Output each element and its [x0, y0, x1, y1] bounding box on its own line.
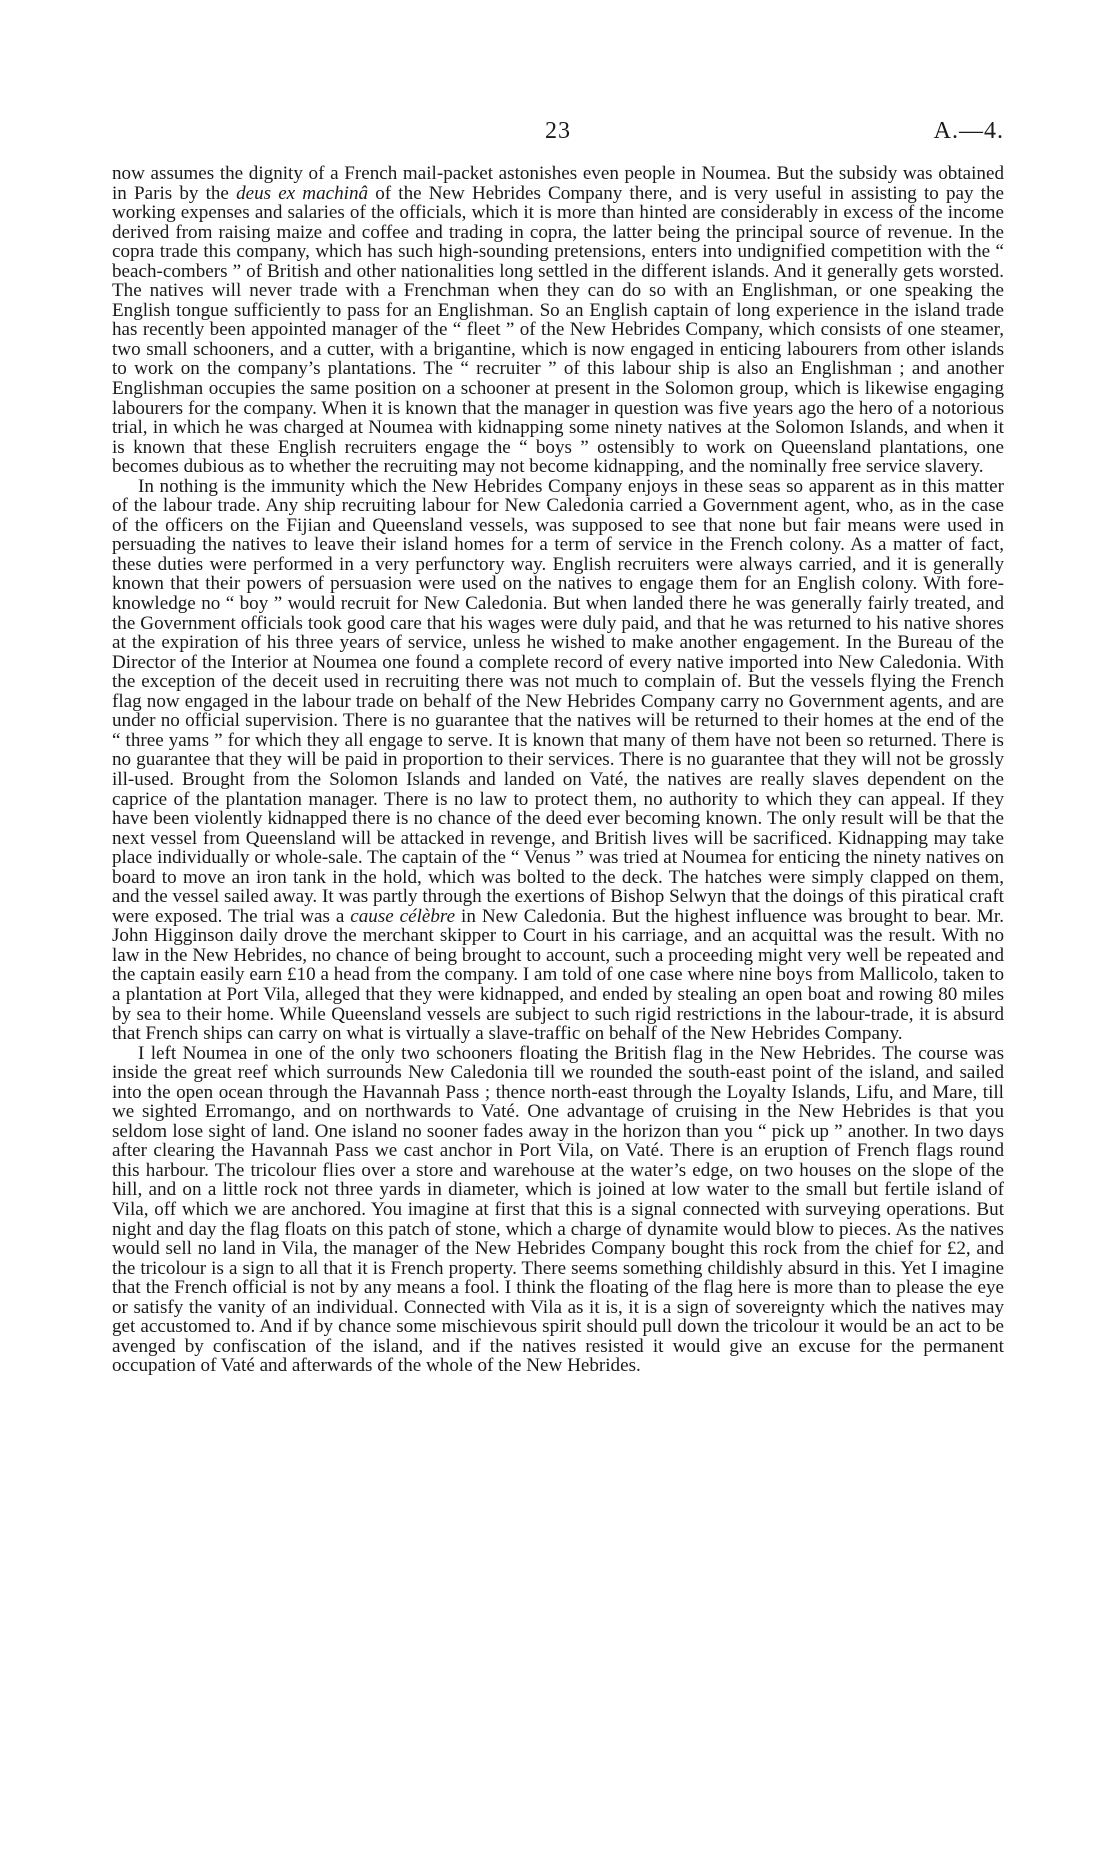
italic-phrase: cause célèbre [350, 905, 456, 927]
document-page [112, 118, 1004, 1376]
page-header [112, 118, 1004, 158]
italic-phrase: deus ex machinâ [236, 182, 369, 204]
text-segment: in New Caledonia. But the highest influence was brought to bear. Mr. John Higginson daily drove the merchant skipper to Court in his carriage, and an acquittal was the result. With no law in the New Hebrides, no chance of being brought to account, such a proceeding might very well be repeated and the captain easily earn £10 a head from the company. I am told of one case where nine boys from Mallicolo, taken to a plantation at Port Vila, alleged that they were kidnapped, and ended by stealing an open boat and rowing 80 miles by sea to their home. While Queensland vessels are subject to such rigid restrictions in the labour-trade, it is absurd that French ships can carry on what is virtually a slave-traffic on behalf of the New Hebrides Company. [112, 905, 1004, 1045]
paragraph-3 [112, 1044, 1004, 1376]
text-segment: now assumes the dignity of a French mail-packet astonishes even people in Noumea. But the subsidy was obtained in Paris by the [112, 163, 1004, 204]
body-text [112, 164, 1004, 1376]
page-number: 23 [545, 118, 571, 144]
text-segment: I left Noumea in one of the only two schooners floating the British flag in the New Hebrides. The course was inside the great reef which surrounds New Caledonia till we rounded the south-east point of the island, and sailed into the open ocean through the Havannah Pass ; thence north-east through the Loyalty Islands, Lifu, and Mare, till we sighted Erromango, and on northwards to Vaté. One advantage of cruising in the New Hebrides is that you seldom lose sight of land. One island no sooner fades away in the horizon than you “ pick up ” another. In two days after clearing the Havannah Pass we cast anchor in Port Vila, on Vaté. There is an eruption of French flags round this harbour. The tricolour flies over a store and warehouse at the water’s edge, on two houses on the slope of the hill, and on a little rock not three yards in diameter, which is joined at low water to the small but fertile island of Vila, off which we are anchored. You imagine at first that this is a signal connected with surveying operations. But night and day the flag floats on this patch of stone, which a charge of dynamite would blow to pieces. As the natives would sell no land in Vila, the manager of the New Hebrides Company bought this rock from the chief for £2, and the tricolour is a sign to all that it is French property. There seems something childishly absurd in this. Yet I imagine that the French official is not by any means a fool. I think the floating of the flag here is more than to please the eye or satisfy the vanity of an individual. Connected with Vila as it is, it is a sign of sovereignty which the natives may get accustomed to. And if by chance some mischievous spirit should pull down the tricolour it would be an act to be avenged by confiscation of the island, and if the natives resisted it would give an excuse for the permanent occupation of Vaté and afterwards of the whole of the New Hebrides. [112, 1042, 1004, 1377]
text-segment: of the New Hebrides Company there, and is very useful in assisting to pay the working expenses and salaries of the officials, which it is more than hinted are considerably in excess of the income derived from raising maize and coffee and trading in copra, the latter being the principal source of revenue. In the copra trade this company, which has such high-sounding pretensions, enters into undignified competition with the “ beach-combers ” of British and other nationalities long settled in the different islands. And it generally gets worsted. The natives will never trade with a Frenchman when they can do so with an Englishman, or one speaking the English tongue sufficiently to pass for an Englishman. So an English captain of long experience in the island trade has recently been appointed manager of the “ fleet ” of the New Hebrides Company, which consists of one steamer, two small schooners, and a cutter, with a brigantine, which is now engaged in enticing labourers from other islands to work on the company’s plantations. The “ recruiter ” of this labour ship is also an Englishman ; and another Englishman occupies the same position on a schooner at present in the Solomon group, which is likewise engaging labourers for the company. When it is known that the manager in question was five years ago the hero of a notorious trial, in which he was charged at Noumea with kidnapping some ninety natives at the Solomon Islands, and when it is known that these English recruiters engage the “ boys ” ostensibly to work on Queensland plantations, one becomes dubious as to whether the recruiting may not become kidnapping, and the nominally free service slavery. [112, 182, 1004, 478]
document-reference: A.—4. [933, 118, 1004, 144]
text-segment: In nothing is the immunity which the New Hebrides Company enjoys in these seas so apparent as in this matter of the labour trade. Any ship recruiting labour for New Caledonia carried a Government agent, who, as in the case of the officers on the Fijian and Queensland vessels, was supposed to see that none but fair means were used in persuading the natives to leave their island homes for a term of service in the French colony. As a matter of fact, these duties were performed in a very perfunctory way. English recruiters were always carried, and it is generally known that their powers of persuasion were used on the natives to engage them for an English colony. With fore-knowledge no “ boy ” would recruit for New Caledonia. But when landed there he was generally fairly treated, and the Government officials took good care that his wages were duly paid, and that he was returned to his native shores at the expiration of his three years of service, unless he wished to make another engagement. In the Bureau of the Director of the Interior at Noumea one found a complete record of every native imported into New Caledonia. With the exception of the deceit used in recruiting there was not much to complain of. But the vessels flying the French flag now engaged in the labour trade on behalf of the New Hebrides Company carry no Government agents, and are under no official supervision. There is no guarantee that the natives will be returned to their homes at the end of the “ three yams ” for which they all engage to serve. It is known that many of them have not been so returned. There is no guarantee that they will be paid in proportion to their services. There is no guarantee that they will not be grossly ill-used. Brought from the Solomon Islands and landed on Vaté, the natives are really slaves dependent on the caprice of the plantation manager. There is no law to protect them, no authority to which they can appeal. If they have been violently kidnapped there is no chance of the deed ever becoming known. The only result will be that the next vessel from Queensland will be attacked in revenge, and British lives will be sacrificed. Kidnapping may take place individually or whole-sale. The captain of the “ Venus ” was tried at Noumea for enticing the ninety natives on board to move an iron tank in the hold, which was bolted to the deck. The hatches were simply clapped on them, and the vessel sailed away. It was partly through the exertions of Bishop Selwyn that the doings of this piratical craft were exposed. The trial was a [112, 475, 1004, 927]
paragraph-2 [112, 477, 1004, 1044]
paragraph-1 [112, 164, 1004, 477]
